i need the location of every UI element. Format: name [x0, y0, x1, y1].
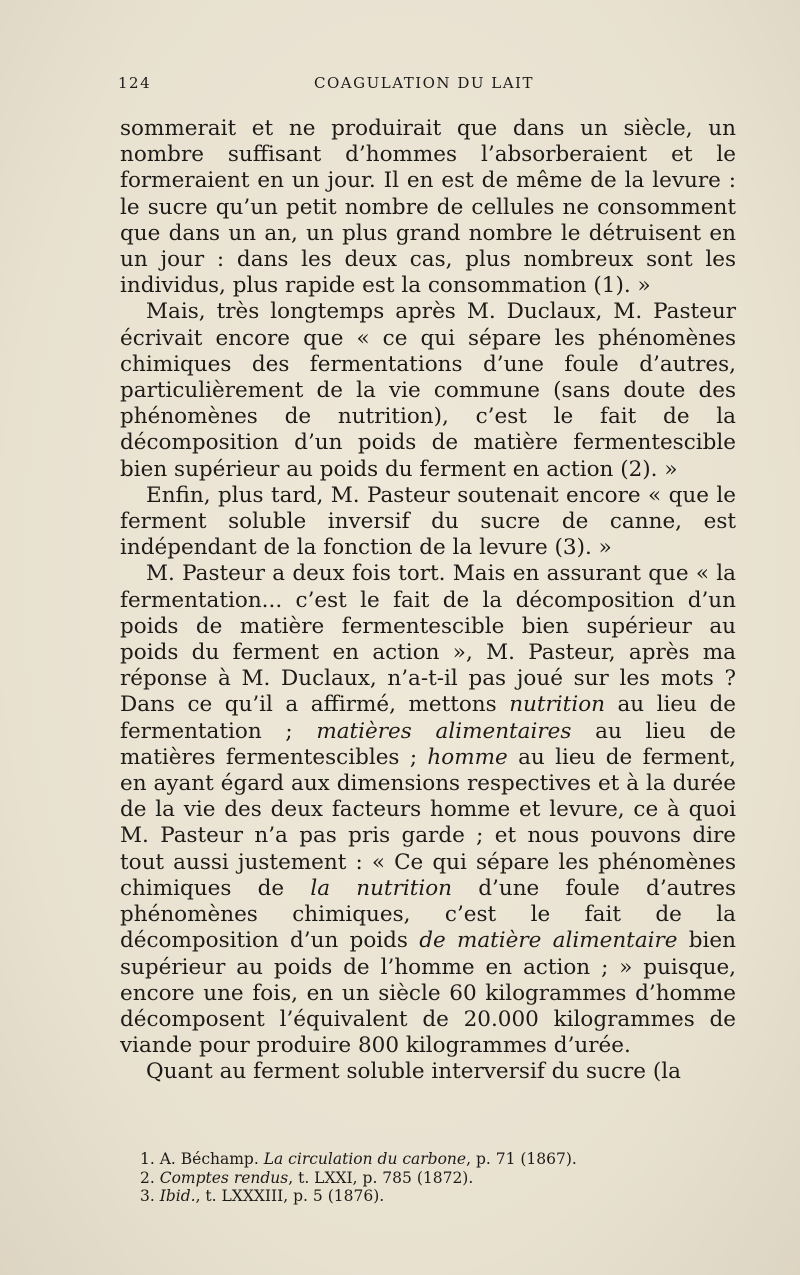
running-header	[118, 74, 730, 98]
italic-term: la nutrition	[310, 875, 453, 901]
footnote-text: , t. LXXI, p. 785 (1872).	[288, 1168, 474, 1187]
paragraph-4-text: au lieu de matières fermentescibles ;	[120, 718, 737, 770]
running-title: COAGULATION DU LAIT	[314, 74, 534, 92]
page-number: 124	[118, 74, 152, 92]
footnote-title: Ibid.	[159, 1187, 196, 1205]
footnotes	[140, 1150, 700, 1206]
footnote-title: La circulation du carbone	[263, 1150, 467, 1168]
footnote-2	[140, 1169, 700, 1188]
italic-term: matières alimentaires	[316, 718, 572, 744]
footnote-1	[140, 1150, 700, 1169]
paragraph-2: Mais, très longtemps après M. Duclaux, M. Pasteur écrivait encore que « ce qui sépare les phénomènes chimiques des fermentations d’une foule d’autres, particulièrement de la vie commune (sans doute des phénomènes de nutrition), c’est le fait de la décomposition d’un poids de matière fermentescible bien supérieur au poids du ferment en action (2). »	[120, 299, 736, 482]
paragraph-4-text: au lieu de ferment, en ayant égard aux dimensions respectives et à la durée de la vie des deux facteurs homme et levure, ce à quoi M. Pasteur n’a pas pris garde ; et nous pouvons dire tout aussi justement : « Ce qui sépare les phénomènes chimiques de	[120, 744, 737, 901]
footnote-text: , p. 71 (1867).	[466, 1150, 577, 1168]
footnote-text: , t. LXXXIII, p. 5 (1876).	[195, 1187, 385, 1205]
paragraph-4-text: M. Pasteur a deux fois tort. Mais en assurant que « la fermentation... c’est le fait de la décomposition d’un poids de matière fermentescible bien supérieur au poids du ferment en action », M. Pasteur, après ma réponse à M. Duclaux, n’a-t-il pas joué sur les mots ? Dans ce qu’il a affirmé, mettons	[120, 561, 736, 718]
paragraph-4	[120, 561, 736, 1059]
main-text	[120, 116, 736, 1086]
paragraph-1: sommerait et ne produirait que dans un siècle, un nombre suffisant d’hommes l’absorberaient et le formeraient en un jour. Il en est de même de la levure : le sucre qu’un petit nombre de cellules ne consomment que dans un an, un plus grand nombre le détruisent en un jour : dans les deux cas, plus nombreux sont les individus, plus rapide est la consommation (1). »	[120, 116, 736, 299]
paragraph-5: Quant au ferment soluble interversif du sucre (la	[146, 1059, 681, 1085]
footnote-text: 1. A. Béchamp.	[140, 1150, 264, 1168]
italic-term: nutrition	[509, 692, 605, 718]
paragraph-4-text: bien supérieur au poids de l’homme en action ; » puisque, encore une fois, en un siècle 60 kilogrammes d’homme décomposent l’équivalent de 20.000 kilogrammes de viande pour produire 800 kilogrammes d’urée.	[120, 928, 736, 1059]
footnote-text: 3.	[140, 1187, 160, 1205]
paragraph-4-text: d’une foule d’autres phénomènes chimiques, c’est le fait de la décomposition d’un poids	[120, 875, 736, 954]
paragraph-3: Enfin, plus tard, M. Pasteur soutenait encore « que le ferment soluble inversif du sucre de canne, est indépendant de la fonction de la levure (3). »	[120, 482, 736, 561]
footnote-text: 2.	[140, 1168, 160, 1187]
footnote-title: Comptes rendus	[159, 1168, 289, 1187]
paragraph-4-text: au lieu de fermentation ;	[120, 692, 736, 744]
italic-term: de matière alimentaire	[419, 928, 678, 954]
italic-term: homme	[427, 744, 508, 770]
footnote-3	[140, 1187, 700, 1206]
